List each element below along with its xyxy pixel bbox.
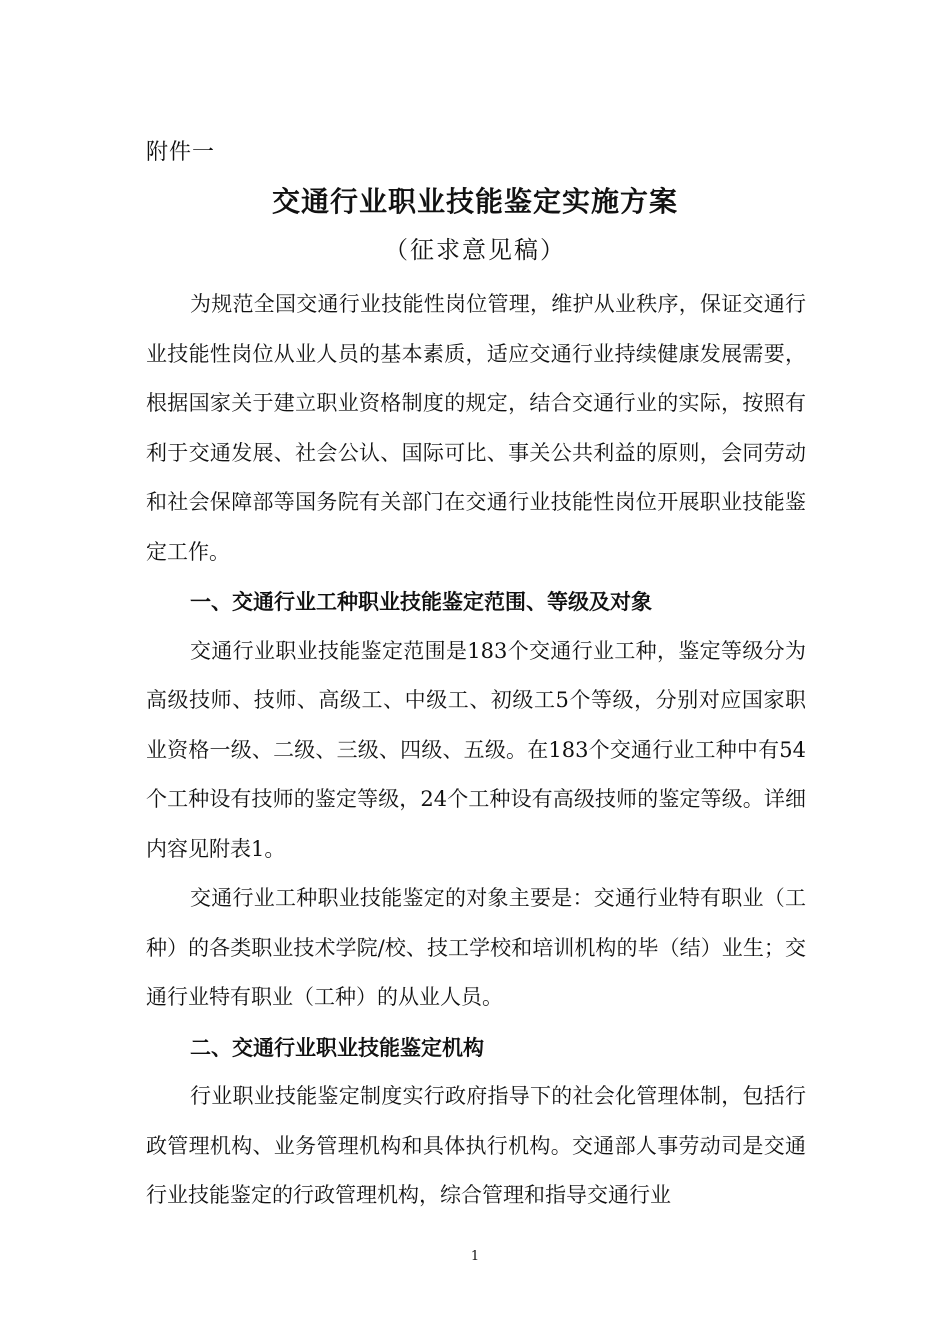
paragraph-targets: 交通行业工种职业技能鉴定的对象主要是：交通行业特有职业（工种）的各类职业技术学院/校、技工学校和培训机构的毕（结）业生；交通行业特有职业（工种）的从业人员。 <box>146 886 806 1009</box>
section-heading-scope: 一、交通行业工种职业技能鉴定范围、等级及对象 <box>190 589 652 614</box>
paragraph-intro: 为规范全国交通行业技能性岗位管理，维护从业秩序，保证交通行业技能性岗位从业人员的基本素质，适应交通行业持续健康发展需要，根据国家关于建立职业资格制度的规定，结合交通行业的实际，按照有利于交通发展、社会公认、国际可比、事关公共利益的原则，会同劳动和社会保障部等国务院有关部门在交通行业技能性岗位开展职业技能鉴定工作。 <box>146 292 806 564</box>
section-heading-institutions: 二、交通行业职业技能鉴定机构 <box>190 1034 484 1060</box>
document-body <box>146 280 806 1221</box>
page-number: 1 <box>470 1249 480 1264</box>
attachment-label: 附件一 <box>146 140 216 165</box>
paragraph-scope: 交通行业职业技能鉴定范围是183个交通行业工种，鉴定等级分为高级技师、技师、高级工、中级工、初级工5个等级，分别对应国家职业资格一级、二级、三级、四级、五级。在183个交通行业工种中有54个工种设有技师的鉴定等级，24个工种设有高级技师的鉴定等级。详细内容见附表1。 <box>146 638 806 861</box>
document-title: 交通行业职业技能鉴定实施方案 <box>271 185 678 218</box>
document-subtitle: （征求意见稿） <box>384 236 566 264</box>
paragraph-institutions: 行业职业技能鉴定制度实行政府指导下的社会化管理体制，包括行政管理机构、业务管理机构和具体执行机构。交通部人事劳动司是交通行业技能鉴定的行政管理机构，综合管理和指导交通行业 <box>146 1084 806 1207</box>
